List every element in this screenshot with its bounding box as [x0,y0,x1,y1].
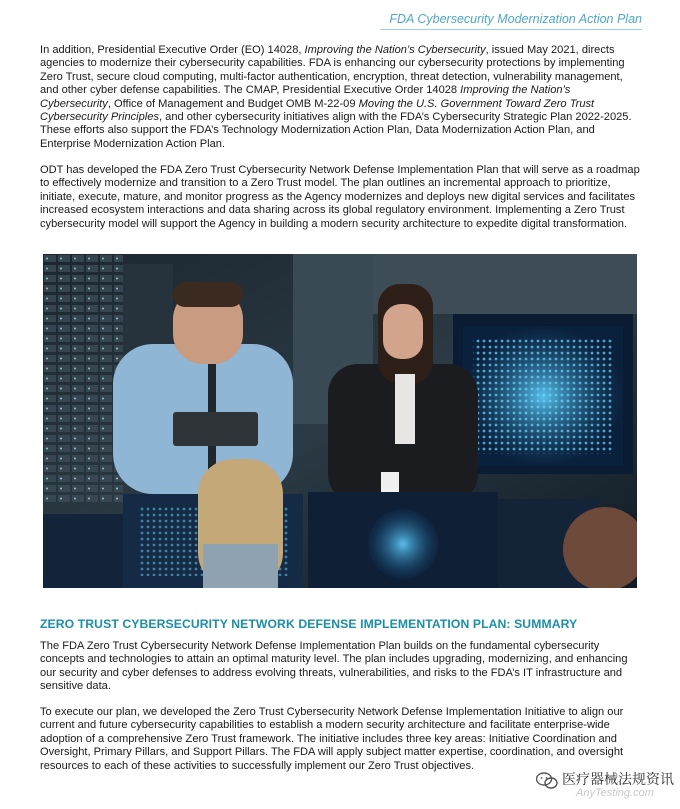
paragraph-executive-order [40,44,640,151]
italic-title-run: Moving the U.S. Government Toward Zero Trust Cybersecurity Principles [40,97,595,124]
text-run: , Office of Management and Budget OMB M-22-09 [107,97,359,110]
paragraph-execute-plan: To execute our plan, we developed the Zero Trust Cybersecurity Network Defense Implementation Initiative to align our current and future cybersecurity capabilities to establish a modern security architecture and facilitate enterprise-wide adoption of a comprehensive Zero Trust framework. The initiative includes three key areas: Initiative Coordination and Oversight, Primary Pillars, and Support Pillars. The FDA will apply subject matter expertise, coordination, and oversight resources to each of these activities to successfully implement our Zero Trust objectives. [40,706,624,772]
paragraph-odt-plan: ODT has developed the FDA Zero Trust Cybersecurity Network Defense Implementation Plan that will serve as a roadmap to effectively modernize and transition to a Zero Trust model. The plan outlines an incremental approach to prioritize, initiate, execute, mature, and monitor progress as the Agency modernizes and deploys new digital services and facilitates increased ecosystem interactions and data sharing across its global regulatory environment. Implementing a Zero Trust cybersecurity model will support the Agency in building a modern security architecture to expedite digital transformation. [40,164,640,230]
page-header [389,10,642,28]
text-run: , and other cybersecurity initiatives align with the FDA’s Cybersecurity Strategic Plan 2022-2025. These efforts also support the FDA’s Technology Modernization Action Plan, Data Modernization Action Plan, and Enterprise Modernization Action Plan. [40,111,632,150]
header-title: FDA Cybersecurity Modernization Action Plan [389,12,642,26]
watermark [528,770,678,806]
wechat-icon [536,772,558,790]
watermark-sub: AnyTesting.com [576,787,654,799]
section-heading-summary: ZERO TRUST CYBERSECURITY NETWORK DEFENSE IMPLEMENTATION PLAN: SUMMARY [40,617,578,631]
text-run: In addition, Presidential Executive Order (EO) 14028, [40,44,305,56]
photo-security-operations-center [43,254,637,588]
italic-title-run: Improving the Nation’s Cybersecurity [40,84,571,110]
watermark-text: 医疗器械法规资讯 [562,771,674,787]
italic-title-run: Improving the Nation’s Cybersecurity [304,44,486,56]
header-rule [380,29,642,30]
paragraph-plan-summary: The FDA Zero Trust Cybersecurity Network Defense Implementation Plan builds on the fundamental cybersecurity concepts and technologies to attain an optimal maturity level. The plan includes upgrading, modernizing, and enhancing our security and cyber defenses to address evolving threats, vulnerabilities, and risks to the FDA’s IT infrastructure and sensitive data. [40,640,628,693]
text-run: , issued May 2021, directs agencies to modernize their cybersecurity capabilities. FDA is enhancing our cybersecurity protections by implementing Zero Trust, secure cloud computing, multi-factor authentication, encryption, threat detection, vulnerability management, and other cyber defense capabilities. The CMAP, Presidential Executive Order 14028 [40,44,625,97]
